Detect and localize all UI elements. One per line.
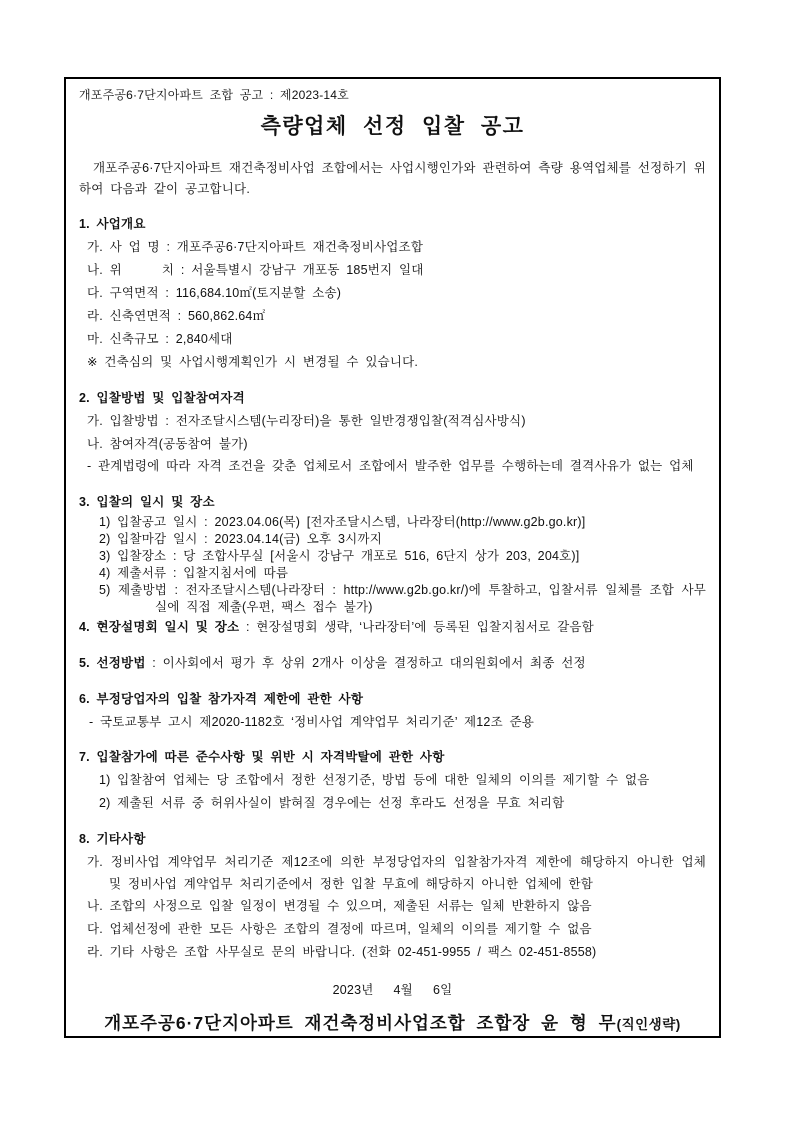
item-district-area: 다. 구역면적 : 116,684.10㎡(토지분할 소송) [87,286,342,300]
note-eligibility-detail: - 관계법령에 따라 자격 조건을 갖춘 업체로서 조합에서 발주한 업무를 수행하는데 결격사유가 없는 업체 [87,459,694,473]
announcement-date: 2023년 4월 6일 [332,982,453,997]
item-misc-a: 가. 정비사업 계약업무 처리기준 제12조에 의한 부정당업자의 입찰참가자격 제한에 해당하지 아니한 업체 및 정비사업 계약업무 처리기준에서 정한 입찰 무효에 해당하지 아니한 업체에 한함 [87,854,706,891]
item-project-name: 가. 사 업 명 : 개포주공6·7단지아파트 재건축정비사업조합 [87,240,424,254]
section-heading: 6. 부정당업자의 입찰 참가자격 제한에 관한 사항 [79,691,364,706]
item-bid-announce-date: 1) 입찰공고 일시 : 2023.04.06(목) [전자조달시스템, 나라장터(http://www.g2b.go.kr)] [99,514,586,529]
section-heading: 2. 입찰방법 및 입찰참여자격 [79,391,245,405]
signature-text: 개포주공6·7단지아파트 재건축정비사업조합 조합장 윤 형 무 [104,1012,617,1033]
section-heading: 3. 입찰의 일시 및 장소 [79,494,215,509]
item-eligibility: 나. 참여자격(공동참여 불가) [87,437,248,451]
item-bid-method: 가. 입찰방법 : 전자조달시스템(누리장터)을 통한 일반경쟁입찰(적격심사방식) [87,414,526,428]
item-submit-docs: 4) 제출서류 : 입찰지침서에 따름 [99,565,289,580]
item-new-floor-area: 라. 신축연면적 : 560,862.64㎡ [87,309,266,323]
note-change-notice: ※ 건축심의 및 사업시행계획인가 시 변경될 수 있습니다. [87,355,419,369]
section-heading: 8. 기타사항 [79,831,146,846]
item-location: 나. 위 치 : 서울특별시 강남구 개포동 185번지 일대 [87,263,424,277]
section-bid-schedule [79,491,706,616]
section-inline-text: : 현장설명회 생략, ‘나라장터’에 등록된 입찰지침서로 갈음함 [239,619,594,634]
item-misc-c: 다. 업체선정에 관한 모든 사항은 조합의 결정에 따르며, 일체의 이의를 제기할 수 없음 [87,921,592,936]
item-bid-deadline: 2) 입찰마감 일시 : 2023.04.14(금) 오후 3시까지 [99,531,382,546]
section-bid-method [79,387,706,478]
section-inline-text: : 이사회에서 평가 후 상위 2개사 이상을 결정하고 대의원회에서 최종 선정 [145,655,586,670]
section-site-briefing [79,616,706,639]
section-heading: 7. 입찰참가에 따른 준수사항 및 위반 시 자격박탈에 관한 사항 [79,749,445,764]
section-heading: 5. 선정방법 [79,655,146,670]
item-misc-d: 라. 기타 사항은 조합 사무실로 문의 바랍니다. (전화 02-451-9955 / 팩스 02-451-8558) [87,944,597,959]
note-ministry-notice: - 국토교통부 고시 제2020-1182호 ‘정비사업 계약업무 처리기준’ 제12조 준용 [89,714,535,729]
document-border-frame [64,77,721,1038]
item-misc-b: 나. 조합의 사정으로 입찰 일정이 변경될 수 있으며, 제출된 서류는 일체 반환하지 않음 [87,898,592,913]
seal-omitted-note: (직인생략) [616,1016,681,1032]
section-misc [79,828,706,964]
item-bid-place: 3) 입찰장소 : 당 조합사무실 [서울시 강남구 개포로 516, 6단지 상가 203, 204호)] [99,548,580,563]
section-business-overview [79,213,706,374]
section-heading: 1. 사업개요 [79,217,146,231]
item-false-docs: 2) 제출된 서류 중 허위사실이 밝혀질 경우에는 선정 후라도 선정을 무효 처리함 [99,795,565,810]
section-selection-method [79,652,706,675]
section-heading: 4. 현장설명회 일시 및 장소 [79,619,240,634]
item-no-objection: 1) 입찰참여 업체는 당 조합에서 정한 선정기준, 방법 등에 대한 일체의 이의를 제기할 수 없음 [99,772,650,787]
section-compliance [79,746,706,815]
item-submit-method: 5) 제출방법 : 전자조달시스템(나라장터 : http://www.g2b.go.kr/)에 투찰하고, 입찰서류 일체를 조합 사무실에 직접 제출(우편, 팩스 접수 불가) [99,582,706,614]
signature-line [79,1009,706,1039]
item-new-scale: 마. 신축규모 : 2,840세대 [87,332,233,346]
intro-paragraph: 개포주공6·7단지아파트 재건축정비사업 조합에서는 사업시행인가와 관련하여 측량 용역업체를 선정하기 위하여 다음과 같이 공고합니다. [79,161,706,196]
section-disqualification [79,688,706,733]
doc-number: 개포주공6·7단지아파트 조합 공고 : 제2023-14호 [79,88,349,102]
document-title: 측량업체 선정 입찰 공고 [260,115,525,138]
